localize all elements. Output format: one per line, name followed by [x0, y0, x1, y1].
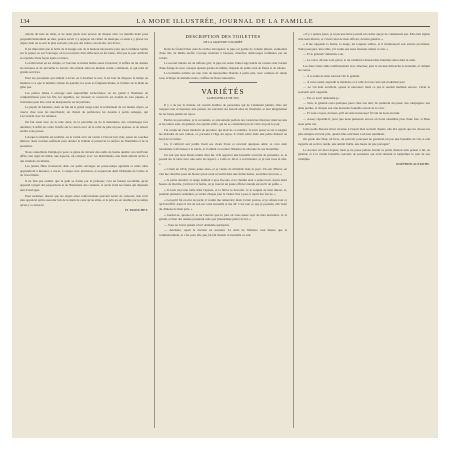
paragraph: — Et vous croyez, docteur, qu'il en reste beaucoup? fit l'un de nous en riant.	[303, 111, 401, 116]
paragraph: On garde une fleur, un livre, un portrait; pourquoi ne garderait-on pas une bouteille de vin, si elle rappelle un service rendu, une amitié fidèle, une heure de joie partagée?	[298, 137, 430, 146]
paragraph: « Lorsqu'il fut en état de partir, il voulut me remercier; mais il était pauvre, et je refusai tout ce qu'il m'offrit. Alors il tira de son sac cette bouteille et me dit: C'est tout ce que je possède; elle vient du château de mon père. »	[159, 197, 287, 211]
running-title: LA MODE ILLUSTRÉE, JOURNAL DE LA FAMILLE	[136, 18, 314, 25]
paragraph: Le papier de fantaisie, dont on fait un si grand usage pour le revêtement de ces menus objets, se trouve chez tous les marchands; on choisit de préférence les dessins à petits ramages, qui s'accordent avec les tentures.	[20, 105, 148, 119]
paragraph: Le second toilette est de taffetas gris; la jupe est ornée d'une large bande de velours noir bordée d'une frange de soie; casaque ajustée garnie de même; chapeau de paille orné de fleurs et de rubans.	[159, 61, 287, 70]
paragraph: Parmi ces personnes, je le reconnais, se rencontrent parfois des caractères bizarres; mais les uns et les autres sont, en général, des esprits actifs, qui ne se contentent pas de vivre au jour le jour.	[159, 117, 287, 127]
paragraph: « Je partis aussitôt; la neige tombait à gros flocons, et le chemin était à peine tracé. Après deux heures de marche, j'arrivai à la ferme, où je trouvai un jeune officier étendu sur un lit de paille. »	[159, 177, 287, 186]
paragraph: — Vous ne l'avez jamais revu? demanda quelqu'un.	[164, 222, 230, 227]
paragraph: Il y a de par le monde, un certain nombre de personnes qui ne s'ennuient jamais; elles ont toujours une occupation, une pensée, un souvenir. Au besoin elles en inventent, et leur imagination ne les laisse jamais en repos.	[159, 102, 287, 116]
paragraph: rations du bois de table, et de deux pieds trois pouces de chaque côté. Ce meuble étant posé perpendiculairement au mur, pourra servir à y appuyer un cahier de musique, et aussi à y placer les objets dont on se sert le plus souvent, tels que des boîtes, un encrier, des livres.	[20, 32, 148, 45]
article-signature: H. TRONCHET.	[125, 208, 148, 213]
paragraph: — Attendez, reprit le docteur en souriant. La suite de l'histoire vaut mieux que le commencement, et c'est pour elle que j'ai fait monter la bouteille ce soir.	[159, 228, 287, 237]
paragraph: — Assez, répondit-il, pour que nous puissions encore en boire ensemble plus d'une fois, si Dieu nous prête vie.	[298, 117, 430, 126]
section-title: DESCRIPTION DES TOILETTES	[185, 34, 261, 39]
story-text	[159, 103, 287, 238]
paragraph: — À la santé de mon sauveur! dit le général.	[303, 73, 361, 78]
paragraph: La fabrication en est simple, et l'ouvrier le moins habile saura l'exécuter; il suffira de lui donner les mesures et de surveiller le travail. On obtient ainsi un meuble solide, commode, et qui rend de grands services.	[20, 61, 148, 75]
paragraph: « Gardez-la, ajouta-t-il, et ne l'ouvrez que le jour où vous aurez reçu de mes nouvelles. Je la gardai, et bien des années passèrent sans que j'entendisse parler de lui. »	[159, 212, 287, 222]
paragraph: « Il me rappelait la ferme, la neige, les longues veilles, et il m'annonçait son arrivée prochaine. Voilà pourquoi, mes amis, j'ai voulu que nous fussions réunis ce soir. »	[298, 42, 430, 51]
paragraph: On fait aussi avec de la toile cirée, de la percaline ou de la moleskine, des cartonnages fort durables; il suffit de coller l'étoffe sur le carton avec de la colle de pâte un peu épaisse, et de laisser sécher sous presse.	[20, 120, 148, 134]
column-divider	[154, 32, 155, 428]
paragraph: Pour terminer, disons que les objets ainsi confectionnés peuvent servir de cadeaux; rien n'est plus apprécié qu'un souvenir fait de la main de ceux qu'on aime, et le prix en est doublé par le temps qu'on y a consacré.	[20, 193, 148, 207]
paragraph: J'ai connu un vieux médecin de province qui était de ce nombre. Il avait passé sa vie à soigner les malades de son canton, et, parvenu à l'âge du repos, il s'était retiré dans une petite maison au bord de la rivière.	[159, 127, 287, 141]
story-text-continued	[298, 32, 430, 161]
paragraph: Pour les personnes qui aiment à écrire ou à dessiner le soir, il est bon de disposer la lampe de manière à ce que la lumière vienne de gauche; les yeux se fatiguent moins, et l'ombre de la main ne gêne pas.	[20, 76, 148, 90]
section-rule	[189, 82, 257, 83]
paragraph: Les petites tables à ouvrage sont aujourd'hui recherchées; on les garnit à l'intérieur de compartiments pour les fils, les aiguilles, les ciseaux; le couvercle est doublé de soie piquée, et l'extérieur peut être orné de marqueterie ou de peinture.	[20, 90, 148, 104]
paragraph: Il ne faut pas oublier que le goût se forme par la pratique; c'est en faisant soi-même qu'on apprend à juger des proportions et de l'harmonie des couleurs, et qu'on évite les fautes qui déparent tant d'ouvrages.	[20, 178, 148, 192]
paragraph: Cette petite histoire m'est revenue à l'esprit bien souvent depuis; elle m'a appris que les choses les plus simples ont leur prix, quand elles sont liées à un bon sentiment.	[298, 127, 430, 136]
page-header	[20, 17, 430, 27]
paragraph: Un soir que nous étions réunis chez lui, il fit apporter une bouteille couverte de poussière, et, la posant sur la table avec une sorte de respect: « Celle-ci, dit-il, a son histoire, et je vais vous la dire. »	[159, 152, 287, 166]
paragraph: Robe de foulard bleu orné de ruches découpées; la jupe est garnie de volants plissés, surmontés d'une tête de même étoffe. Corsage montant à basques, manches demi-larges terminées par un volant.	[159, 46, 287, 60]
paragraph: — Non, le général resta quelques jours chez son ami; ils parlèrent du passé, des campagnes, des amis perdus, et chaque soir une nouvelle bouteille sortait de la cave.	[298, 101, 430, 110]
column-left-text	[20, 32, 148, 207]
section-subtitle: DE LA GRAVURE COLORIÉE	[203, 40, 243, 44]
paragraph: — À votre santé, répondit le médecin, et à celle de tous ceux qui n'oublient pas!	[303, 79, 405, 84]
paragraph: La troisième toilette est une robe de mousseline blanche à petits plis, avec ceinture de ruban rose; écharpe de dentelle noire; coiffure de fleurs naturelles.	[159, 71, 287, 80]
description-text	[159, 47, 287, 81]
column-middle	[159, 32, 287, 428]
paragraph: Il est important que la boîte de la bougie soit de la hauteur nécessaire pour que la lumière tombe sur le papier ou sur l'ouvrage; on la recouvrira d'un réflecteur en fer-blanc, afin que le jour artificiel se répande d'une façon égale et douce.	[20, 46, 148, 60]
varietes-subtitle: LA BOUTEILLE DE VIN.	[206, 96, 240, 101]
paragraph: « C'était en 1814; j'étais jeune alors, et je venais de m'établir dans le pays. Un soir d'hiver, on vint me chercher pour un blessé qu'on avait recueilli dans une ferme isolée, au milieu des bois. »	[159, 167, 287, 176]
varietes-title: VARIÉTÉS	[201, 87, 245, 97]
column-left	[20, 32, 148, 428]
paragraph: Les jeunes filles trouveront dans ces petits ouvrages un passe-temps agréable et utile; elles apprendront à mesurer, à tracer, à couper avec précision, et acquerront ainsi l'habitude de l'ordre et de l'exactitude.	[20, 164, 148, 178]
paragraph: — Le voici, dit une voix grave; et un vieillard à moustaches blanches entra dans la salle.	[303, 58, 416, 63]
paragraph: — Est-ce tout? demandai-je.	[303, 95, 340, 100]
paragraph: « Il y a quinze jours, je reçus une lettre portant un cachet que je ne connaissais pas. Elle était signée d'un nom illustre, et c'était celui de mon officier, devenu général. »	[298, 32, 430, 41]
column-divider	[293, 32, 294, 428]
story-signature: JOSÉPHINE AUTRICHE.	[395, 162, 430, 167]
document-page	[12, 12, 438, 438]
paragraph: Les deux vieux amis s'embrassèrent avec émotion; puis le docteur déboucha la bouteille, et remplit les verres.	[298, 63, 430, 73]
column-right	[298, 32, 430, 428]
paragraph: « Il avait reçu une balle dans l'épaule, et la fièvre le dévorait. Je le soignai de mon mieux, et, pendant plusieurs semaines, je revins chaque jour le visiter. Peu à peu, il reprit des forces. »	[159, 187, 287, 197]
paragraph: Le docteur est mort depuis; mais je ne passe jamais devant sa petite maison sans penser à lui, au général, et à la vieille bouteille couverte de poussière qui avait attendu si longtemps le jour de son triomphe.	[298, 147, 430, 161]
paragraph: Lorsque le meuble est terminé, on le vernit avec un vernis à l'alcool très clair, passé en couches minces; deux couches suffisent pour donner le brillant et préserver la surface de l'humidité et de la poussière.	[20, 134, 148, 148]
paragraph: — Et le général? demanda-t-on.	[303, 52, 344, 57]
paragraph: Nous conseillons d'employer pour ce genre de travaux des outils de bonne qualité: un canif bien affilé, une règle de métal, une équerre, un compas; avec ces instruments, une main adroite arrive à des résultats excellents.	[20, 149, 148, 163]
paragraph: Là, il cultivait son jardin, lisait ses vieux livres et recevait quelques amis; sa cave était renommée à dix lieues à la ronde, et il aimait à raconter l'histoire de chacune de ses bouteilles.	[159, 142, 287, 151]
page-number: 134	[20, 18, 30, 25]
paragraph: — Le vin était excellent, ajouta le narrateur; mais ce qui le rendait meilleur encore, c'était le souvenir qu'il rappelait.	[298, 85, 430, 94]
